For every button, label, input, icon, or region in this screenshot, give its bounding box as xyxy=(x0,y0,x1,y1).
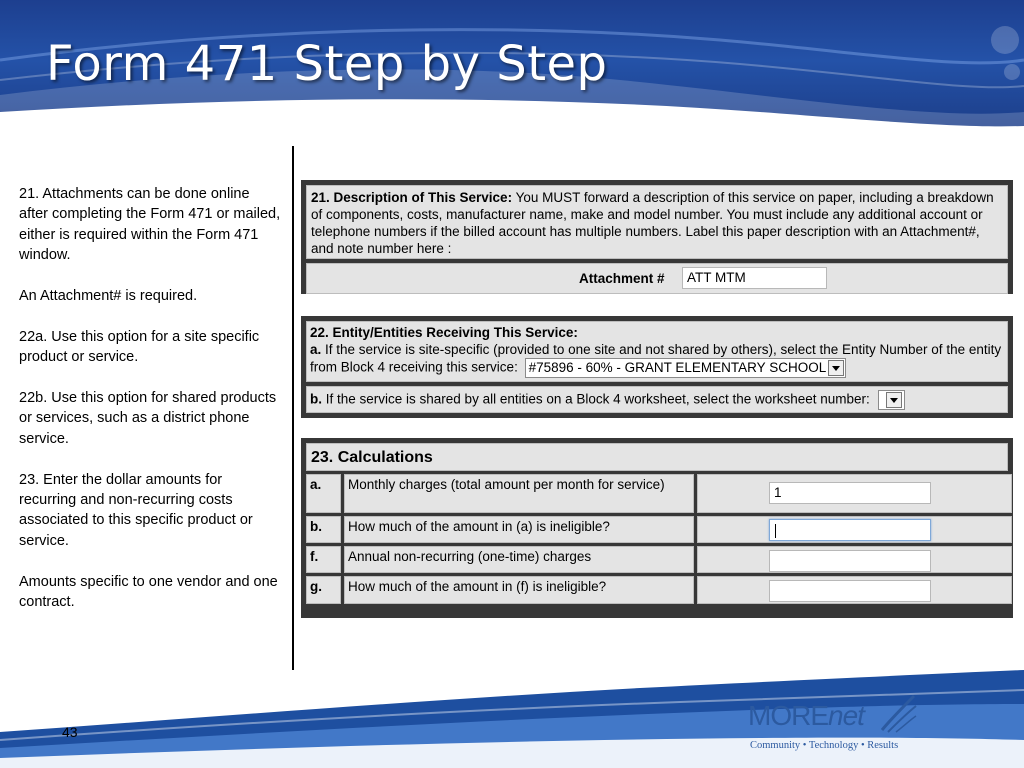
calc-row-f-cell xyxy=(697,546,1012,573)
annual-ineligible-input[interactable] xyxy=(769,580,931,602)
block-21-heading: 21. Description of This Service: xyxy=(311,190,513,205)
entity-number-selected: #75896 - 60% - GRANT ELEMENTARY SCHOOL xyxy=(528,360,827,375)
morenet-logo xyxy=(748,700,938,760)
calc-row-f-text: Annual non-recurring (one-time) charges xyxy=(344,546,694,573)
logo-swoosh-icon xyxy=(878,694,918,734)
block-21-description xyxy=(306,185,1008,259)
notes-column xyxy=(19,184,281,633)
calc-row-g-text: How much of the amount in (f) is ineligible? xyxy=(344,576,694,604)
note-vendor: Amounts specific to one vendor and one contract. xyxy=(19,573,278,611)
chevron-down-icon[interactable] xyxy=(886,392,902,408)
monthly-charges-input[interactable]: 1 xyxy=(769,482,931,504)
calc-row-a-text: Monthly charges (total amount per month for service) xyxy=(344,474,694,513)
option-b-label: b. xyxy=(310,391,322,407)
worksheet-number-select[interactable] xyxy=(878,390,905,410)
calc-row-f-label: f. xyxy=(306,546,341,573)
logo-word-net: net xyxy=(828,700,864,731)
attachment-row xyxy=(306,263,1008,294)
note-23: 23. Enter the dollar amounts for recurring and non-recurring costs associated to this specific product or service. xyxy=(19,471,253,549)
page-number: 43 xyxy=(62,724,78,740)
calc-row-b-cell xyxy=(697,516,1012,543)
block-22-panel xyxy=(301,316,1013,418)
block-23-panel xyxy=(301,438,1013,618)
logo-word-main: MORE xyxy=(748,700,828,731)
chevron-down-icon[interactable] xyxy=(828,360,844,376)
calculations-table xyxy=(306,474,1008,604)
block-22-shared xyxy=(306,386,1008,413)
column-divider xyxy=(292,146,294,670)
annual-charges-input[interactable] xyxy=(769,550,931,572)
logo-tagline: Community • Technology • Results xyxy=(750,740,899,751)
header-banner xyxy=(0,0,1024,135)
note-21: 21. Attachments can be done online after completing the Form 471 or mailed, either is required within the Form 471 window. xyxy=(19,186,281,264)
block-21-text: You MUST forward a description of this service on paper, including a breakdown of components, costs, manufacturer name, make and model number. You must include any additional account or telephone numbers if the billed account has multiple numbers. Label this paper description with an Attachment#, and note number here : xyxy=(311,190,994,256)
block-21-panel xyxy=(301,180,1013,294)
block-22-heading: 22. Entity/Entities Receiving This Service: xyxy=(310,325,578,340)
text-cursor xyxy=(775,524,776,538)
calc-row-b-text: How much of the amount in (a) is ineligible? xyxy=(344,516,694,543)
calc-row-g-label: g. xyxy=(306,576,341,604)
note-22a: 22a. Use this option for a site specific product or service. xyxy=(19,328,260,366)
option-a-label: a. xyxy=(310,342,322,357)
option-a-text: If the service is site-specific (provided to one site and not shared by others), select the Entity Number of the entity from Block 4 receiving this service: xyxy=(310,342,1002,375)
entity-number-select[interactable] xyxy=(525,358,847,378)
note-attachment-required: An Attachment# is required. xyxy=(19,288,198,305)
monthly-ineligible-input[interactable] xyxy=(769,519,931,541)
option-b-text: If the service is shared by all entities on a Block 4 worksheet, select the worksheet number: xyxy=(322,391,870,407)
attachment-input[interactable]: ATT MTM xyxy=(682,267,827,289)
note-22b: 22b. Use this option for shared products or services, such as a district phone service. xyxy=(19,390,277,447)
logo-wordmark xyxy=(748,700,864,732)
slide-title: Form 471 Step by Step xyxy=(46,36,608,92)
calc-row-b-label: b. xyxy=(306,516,341,543)
block-23-heading: 23. Calculations xyxy=(306,443,1008,471)
attachment-label: Attachment # xyxy=(579,271,665,286)
calc-row-a-label: a. xyxy=(306,474,341,513)
block-22-site-specific xyxy=(306,321,1008,382)
calc-row-g-cell xyxy=(697,576,1012,604)
calc-row-a-cell xyxy=(697,474,1012,513)
